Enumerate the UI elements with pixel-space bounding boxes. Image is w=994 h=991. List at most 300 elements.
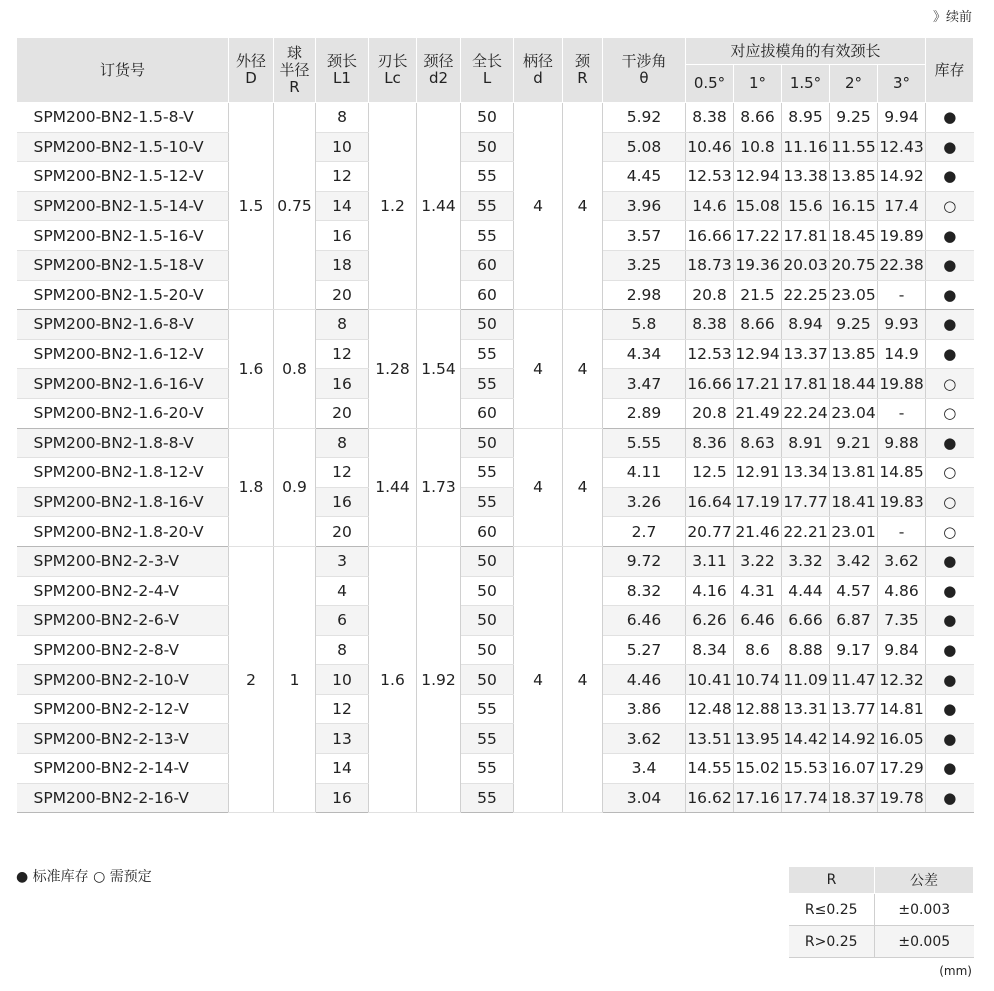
neck-length: 10 — [316, 665, 369, 695]
effective-neck-length: 15.53 — [782, 754, 830, 784]
shank-diameter: 4 — [514, 546, 563, 812]
total-length: 50 — [461, 310, 514, 340]
col-header-interference-angle: 干涉角 θ — [603, 38, 686, 103]
effective-neck-length: 18.41 — [830, 487, 878, 517]
effective-neck-length: 8.6 — [734, 635, 782, 665]
neck-diameter: 1.73 — [417, 428, 461, 546]
interference-angle: 4.45 — [603, 162, 686, 192]
col-header-neck-diameter: 颈径 d2 — [417, 38, 461, 103]
effective-neck-length: 12.91 — [734, 458, 782, 488]
effective-neck-length: 20.8 — [686, 398, 734, 428]
total-length: 60 — [461, 398, 514, 428]
effective-neck-length: 13.85 — [830, 162, 878, 192]
col-header-total-length: 全长 L — [461, 38, 514, 103]
effective-neck-length: 6.66 — [782, 606, 830, 636]
interference-angle: 3.4 — [603, 754, 686, 784]
effective-neck-length: 22.21 — [782, 517, 830, 547]
tolerance-range: R>0.25 — [789, 926, 875, 958]
effective-neck-length: 6.46 — [734, 606, 782, 636]
effective-neck-length: 8.88 — [782, 635, 830, 665]
shank-diameter: 4 — [514, 310, 563, 428]
effective-neck-length: 13.81 — [830, 458, 878, 488]
neck-radius: 4 — [563, 428, 603, 546]
order-code: SPM200-BN2-1.6-20-V — [17, 398, 229, 428]
interference-angle: 6.46 — [603, 606, 686, 636]
outer-diameter: 1.6 — [229, 310, 274, 428]
neck-length: 16 — [316, 369, 369, 399]
stock-status: ○ — [926, 369, 974, 399]
neck-length: 12 — [316, 339, 369, 369]
effective-neck-length: 14.42 — [782, 724, 830, 754]
interference-angle: 5.08 — [603, 132, 686, 162]
effective-neck-length: 4.86 — [878, 576, 926, 606]
effective-neck-length: 20.77 — [686, 517, 734, 547]
effective-neck-length: 13.34 — [782, 458, 830, 488]
neck-length: 18 — [316, 250, 369, 280]
col-header-draft-group: 对应拔模角的有效颈长 — [686, 38, 926, 65]
effective-neck-length: 22.38 — [878, 250, 926, 280]
neck-length: 20 — [316, 398, 369, 428]
spec-table — [16, 37, 974, 813]
interference-angle: 5.8 — [603, 310, 686, 340]
effective-neck-length: 20.8 — [686, 280, 734, 310]
effective-neck-length: 19.88 — [878, 369, 926, 399]
header-row — [17, 38, 974, 65]
interference-angle: 3.62 — [603, 724, 686, 754]
table-row — [17, 606, 974, 636]
neck-diameter: 1.92 — [417, 546, 461, 812]
effective-neck-length: 21.5 — [734, 280, 782, 310]
effective-neck-length: 16.07 — [830, 754, 878, 784]
blade-length: 1.6 — [369, 546, 417, 812]
effective-neck-length: 10.8 — [734, 132, 782, 162]
effective-neck-length: 14.92 — [830, 724, 878, 754]
table-row — [17, 398, 974, 428]
effective-neck-length: 12.94 — [734, 339, 782, 369]
table-row — [17, 576, 974, 606]
interference-angle: 4.46 — [603, 665, 686, 695]
neck-radius: 4 — [563, 103, 603, 310]
interference-angle: 4.11 — [603, 458, 686, 488]
neck-length: 8 — [316, 310, 369, 340]
table-row — [17, 458, 974, 488]
effective-neck-length: 13.77 — [830, 694, 878, 724]
neck-length: 12 — [316, 162, 369, 192]
ball-radius: 0.75 — [274, 103, 316, 310]
table-row — [17, 103, 974, 133]
table-row — [17, 783, 974, 813]
total-length: 50 — [461, 103, 514, 133]
col-header-draft-angle: 2° — [830, 65, 878, 103]
order-code: SPM200-BN2-2-16-V — [17, 783, 229, 813]
effective-neck-length: 12.94 — [734, 162, 782, 192]
effective-neck-length: 21.46 — [734, 517, 782, 547]
table-row — [17, 665, 974, 695]
effective-neck-length: 9.21 — [830, 428, 878, 458]
effective-neck-length: 21.49 — [734, 398, 782, 428]
effective-neck-length: 10.41 — [686, 665, 734, 695]
table-row — [17, 428, 974, 458]
effective-neck-length: 13.31 — [782, 694, 830, 724]
stock-status: ○ — [926, 191, 974, 221]
total-length: 50 — [461, 428, 514, 458]
outer-diameter: 1.8 — [229, 428, 274, 546]
interference-angle: 5.27 — [603, 635, 686, 665]
col-header-neck-length: 颈长 L1 — [316, 38, 369, 103]
order-code: SPM200-BN2-2-6-V — [17, 606, 229, 636]
order-code: SPM200-BN2-1.8-12-V — [17, 458, 229, 488]
effective-neck-length: 17.19 — [734, 487, 782, 517]
order-code: SPM200-BN2-1.8-8-V — [17, 428, 229, 458]
table-row — [17, 724, 974, 754]
interference-angle: 4.34 — [603, 339, 686, 369]
effective-neck-length: 10.46 — [686, 132, 734, 162]
interference-angle: 3.86 — [603, 694, 686, 724]
table-row — [17, 162, 974, 192]
effective-neck-length: 16.15 — [830, 191, 878, 221]
neck-diameter: 1.44 — [417, 103, 461, 310]
effective-neck-length: 14.85 — [878, 458, 926, 488]
effective-neck-length: 15.6 — [782, 191, 830, 221]
total-length: 55 — [461, 369, 514, 399]
order-code: SPM200-BN2-1.6-8-V — [17, 310, 229, 340]
effective-neck-length: 18.37 — [830, 783, 878, 813]
order-code: SPM200-BN2-1.8-20-V — [17, 517, 229, 547]
effective-neck-length: 9.94 — [878, 103, 926, 133]
effective-neck-length: 4.16 — [686, 576, 734, 606]
neck-length: 12 — [316, 458, 369, 488]
total-length: 50 — [461, 576, 514, 606]
effective-neck-length: - — [878, 398, 926, 428]
stock-status: ● — [926, 783, 974, 813]
effective-neck-length: 12.48 — [686, 694, 734, 724]
interference-angle: 3.04 — [603, 783, 686, 813]
total-length: 55 — [461, 487, 514, 517]
table-row — [17, 221, 974, 251]
col-header-ball-radius: 球 半径 R — [274, 38, 316, 103]
effective-neck-length: 14.6 — [686, 191, 734, 221]
total-length: 55 — [461, 783, 514, 813]
effective-neck-length: 3.32 — [782, 546, 830, 576]
effective-neck-length: 20.03 — [782, 250, 830, 280]
table-row — [17, 694, 974, 724]
effective-neck-length: 13.38 — [782, 162, 830, 192]
neck-diameter: 1.54 — [417, 310, 461, 428]
stock-status: ● — [926, 280, 974, 310]
table-row — [17, 517, 974, 547]
total-length: 50 — [461, 132, 514, 162]
total-length: 60 — [461, 517, 514, 547]
effective-neck-length: 8.38 — [686, 103, 734, 133]
col-header-draft-angle: 3° — [878, 65, 926, 103]
effective-neck-length: 17.77 — [782, 487, 830, 517]
effective-neck-length: 17.29 — [878, 754, 926, 784]
interference-angle: 8.32 — [603, 576, 686, 606]
effective-neck-length: 3.42 — [830, 546, 878, 576]
effective-neck-length: 11.55 — [830, 132, 878, 162]
order-code: SPM200-BN2-1.5-20-V — [17, 280, 229, 310]
col-header-neck-radius: 颈 R — [563, 38, 603, 103]
order-code: SPM200-BN2-1.6-16-V — [17, 369, 229, 399]
effective-neck-length: 19.89 — [878, 221, 926, 251]
effective-neck-length: 8.36 — [686, 428, 734, 458]
effective-neck-length: 16.62 — [686, 783, 734, 813]
table-row — [17, 132, 974, 162]
effective-neck-length: 8.95 — [782, 103, 830, 133]
total-length: 55 — [461, 162, 514, 192]
neck-length: 14 — [316, 191, 369, 221]
blade-length: 1.2 — [369, 103, 417, 310]
stock-status: ● — [926, 606, 974, 636]
order-code: SPM200-BN2-2-14-V — [17, 754, 229, 784]
stock-status: ● — [926, 339, 974, 369]
order-code: SPM200-BN2-1.8-16-V — [17, 487, 229, 517]
effective-neck-length: 23.05 — [830, 280, 878, 310]
neck-length: 16 — [316, 487, 369, 517]
effective-neck-length: 8.34 — [686, 635, 734, 665]
effective-neck-length: 8.94 — [782, 310, 830, 340]
ball-radius: 0.9 — [274, 428, 316, 546]
effective-neck-length: 17.16 — [734, 783, 782, 813]
neck-length: 16 — [316, 783, 369, 813]
effective-neck-length: 19.83 — [878, 487, 926, 517]
effective-neck-length: 9.25 — [830, 103, 878, 133]
effective-neck-length: 12.53 — [686, 162, 734, 192]
stock-status: ● — [926, 694, 974, 724]
table-row — [17, 191, 974, 221]
ball-radius: 1 — [274, 546, 316, 812]
effective-neck-length: 8.66 — [734, 310, 782, 340]
col-header-od: 外径 D — [229, 38, 274, 103]
effective-neck-length: 14.9 — [878, 339, 926, 369]
effective-neck-length: 9.84 — [878, 635, 926, 665]
effective-neck-length: - — [878, 517, 926, 547]
effective-neck-length: 4.31 — [734, 576, 782, 606]
col-header-draft-angle: 1° — [734, 65, 782, 103]
effective-neck-length: 14.55 — [686, 754, 734, 784]
stock-status: ○ — [926, 487, 974, 517]
table-row — [17, 310, 974, 340]
total-length: 50 — [461, 606, 514, 636]
effective-neck-length: 20.75 — [830, 250, 878, 280]
stock-status: ● — [926, 162, 974, 192]
effective-neck-length: 9.88 — [878, 428, 926, 458]
stock-status: ● — [926, 310, 974, 340]
neck-length: 13 — [316, 724, 369, 754]
ball-radius: 0.8 — [274, 310, 316, 428]
effective-neck-length: 12.5 — [686, 458, 734, 488]
neck-length: 8 — [316, 635, 369, 665]
order-code: SPM200-BN2-1.5-18-V — [17, 250, 229, 280]
table-row — [17, 339, 974, 369]
stock-legend: ● 标准库存 ○ 需预定 — [16, 869, 152, 885]
stock-status: ● — [926, 635, 974, 665]
table-row — [17, 250, 974, 280]
effective-neck-length: 6.26 — [686, 606, 734, 636]
effective-neck-length: 17.21 — [734, 369, 782, 399]
col-header-code: 订货号 — [17, 38, 229, 103]
neck-length: 8 — [316, 428, 369, 458]
effective-neck-length: 4.44 — [782, 576, 830, 606]
effective-neck-length: 8.66 — [734, 103, 782, 133]
col-header-shank-diameter: 柄径 d — [514, 38, 563, 103]
effective-neck-length: 11.09 — [782, 665, 830, 695]
continued-label: 》续前 — [932, 10, 972, 25]
effective-neck-length: 12.32 — [878, 665, 926, 695]
tolerance-value: ±0.005 — [875, 926, 974, 958]
effective-neck-length: 14.92 — [878, 162, 926, 192]
effective-neck-length: 12.88 — [734, 694, 782, 724]
effective-neck-length: 13.51 — [686, 724, 734, 754]
effective-neck-length: 18.45 — [830, 221, 878, 251]
effective-neck-length: 14.81 — [878, 694, 926, 724]
effective-neck-length: 15.08 — [734, 191, 782, 221]
order-code: SPM200-BN2-2-4-V — [17, 576, 229, 606]
order-code: SPM200-BN2-1.5-8-V — [17, 103, 229, 133]
interference-angle: 2.7 — [603, 517, 686, 547]
order-code: SPM200-BN2-1.5-14-V — [17, 191, 229, 221]
blade-length: 1.28 — [369, 310, 417, 428]
effective-neck-length: 17.4 — [878, 191, 926, 221]
col-header-stock: 库存 — [926, 38, 974, 103]
interference-angle: 5.55 — [603, 428, 686, 458]
interference-angle: 9.72 — [603, 546, 686, 576]
total-length: 55 — [461, 694, 514, 724]
effective-neck-length: 16.05 — [878, 724, 926, 754]
neck-length: 20 — [316, 517, 369, 547]
stock-status: ● — [926, 103, 974, 133]
interference-angle: 2.89 — [603, 398, 686, 428]
effective-neck-length: 3.22 — [734, 546, 782, 576]
order-code: SPM200-BN2-2-12-V — [17, 694, 229, 724]
effective-neck-length: 13.85 — [830, 339, 878, 369]
interference-angle: 3.47 — [603, 369, 686, 399]
effective-neck-length: 17.81 — [782, 221, 830, 251]
table-row — [17, 487, 974, 517]
effective-neck-length: 17.74 — [782, 783, 830, 813]
effective-neck-length: 23.04 — [830, 398, 878, 428]
shank-diameter: 4 — [514, 103, 563, 310]
table-row — [17, 635, 974, 665]
stock-status: ○ — [926, 517, 974, 547]
order-code: SPM200-BN2-2-10-V — [17, 665, 229, 695]
stock-status: ● — [926, 428, 974, 458]
total-length: 55 — [461, 191, 514, 221]
col-header-draft-angle: 1.5° — [782, 65, 830, 103]
tolerance-table — [788, 866, 974, 958]
interference-angle: 5.92 — [603, 103, 686, 133]
neck-length: 16 — [316, 221, 369, 251]
total-length: 55 — [461, 724, 514, 754]
interference-angle: 3.25 — [603, 250, 686, 280]
neck-radius: 4 — [563, 546, 603, 812]
effective-neck-length: 23.01 — [830, 517, 878, 547]
stock-status: ● — [926, 221, 974, 251]
neck-length: 6 — [316, 606, 369, 636]
total-length: 55 — [461, 339, 514, 369]
neck-length: 8 — [316, 103, 369, 133]
effective-neck-length: 8.38 — [686, 310, 734, 340]
effective-neck-length: 9.93 — [878, 310, 926, 340]
order-code: SPM200-BN2-1.6-12-V — [17, 339, 229, 369]
neck-length: 20 — [316, 280, 369, 310]
order-code: SPM200-BN2-1.5-16-V — [17, 221, 229, 251]
blade-length: 1.44 — [369, 428, 417, 546]
stock-status: ○ — [926, 398, 974, 428]
effective-neck-length: 16.66 — [686, 221, 734, 251]
tolerance-value: ±0.003 — [875, 894, 974, 926]
tolerance-range: R≤0.25 — [789, 894, 875, 926]
stock-status: ● — [926, 665, 974, 695]
effective-neck-length: 12.43 — [878, 132, 926, 162]
total-length: 60 — [461, 280, 514, 310]
effective-neck-length: 22.24 — [782, 398, 830, 428]
effective-neck-length: 15.02 — [734, 754, 782, 784]
effective-neck-length: 16.66 — [686, 369, 734, 399]
effective-neck-length: 13.95 — [734, 724, 782, 754]
effective-neck-length: 8.91 — [782, 428, 830, 458]
effective-neck-length: 10.74 — [734, 665, 782, 695]
order-code: SPM200-BN2-2-8-V — [17, 635, 229, 665]
table-row — [17, 546, 974, 576]
order-code: SPM200-BN2-2-3-V — [17, 546, 229, 576]
total-length: 50 — [461, 546, 514, 576]
stock-status: ● — [926, 132, 974, 162]
neck-length: 14 — [316, 754, 369, 784]
table-row — [17, 280, 974, 310]
col-header-blade-length: 刃长 Lc — [369, 38, 417, 103]
effective-neck-length: 16.64 — [686, 487, 734, 517]
neck-length: 3 — [316, 546, 369, 576]
interference-angle: 2.98 — [603, 280, 686, 310]
effective-neck-length: 3.11 — [686, 546, 734, 576]
tolerance-header-value: 公差 — [875, 867, 974, 894]
effective-neck-length: 19.36 — [734, 250, 782, 280]
effective-neck-length: 6.87 — [830, 606, 878, 636]
effective-neck-length: 17.81 — [782, 369, 830, 399]
order-code: SPM200-BN2-1.5-10-V — [17, 132, 229, 162]
effective-neck-length: - — [878, 280, 926, 310]
interference-angle: 3.26 — [603, 487, 686, 517]
effective-neck-length: 9.25 — [830, 310, 878, 340]
col-header-draft-angle: 0.5° — [686, 65, 734, 103]
table-row — [17, 369, 974, 399]
interference-angle: 3.57 — [603, 221, 686, 251]
outer-diameter: 2 — [229, 546, 274, 812]
total-length: 55 — [461, 221, 514, 251]
stock-status: ● — [926, 250, 974, 280]
effective-neck-length: 18.73 — [686, 250, 734, 280]
neck-length: 12 — [316, 694, 369, 724]
total-length: 50 — [461, 665, 514, 695]
stock-status: ● — [926, 724, 974, 754]
outer-diameter: 1.5 — [229, 103, 274, 310]
stock-status: ● — [926, 576, 974, 606]
neck-radius: 4 — [563, 310, 603, 428]
effective-neck-length: 22.25 — [782, 280, 830, 310]
effective-neck-length: 4.57 — [830, 576, 878, 606]
order-code: SPM200-BN2-1.5-12-V — [17, 162, 229, 192]
effective-neck-length: 17.22 — [734, 221, 782, 251]
effective-neck-length: 3.62 — [878, 546, 926, 576]
effective-neck-length: 11.47 — [830, 665, 878, 695]
stock-status: ● — [926, 754, 974, 784]
interference-angle: 3.96 — [603, 191, 686, 221]
effective-neck-length: 12.53 — [686, 339, 734, 369]
effective-neck-length: 11.16 — [782, 132, 830, 162]
order-code: SPM200-BN2-2-13-V — [17, 724, 229, 754]
tolerance-header-r: R — [789, 867, 875, 894]
